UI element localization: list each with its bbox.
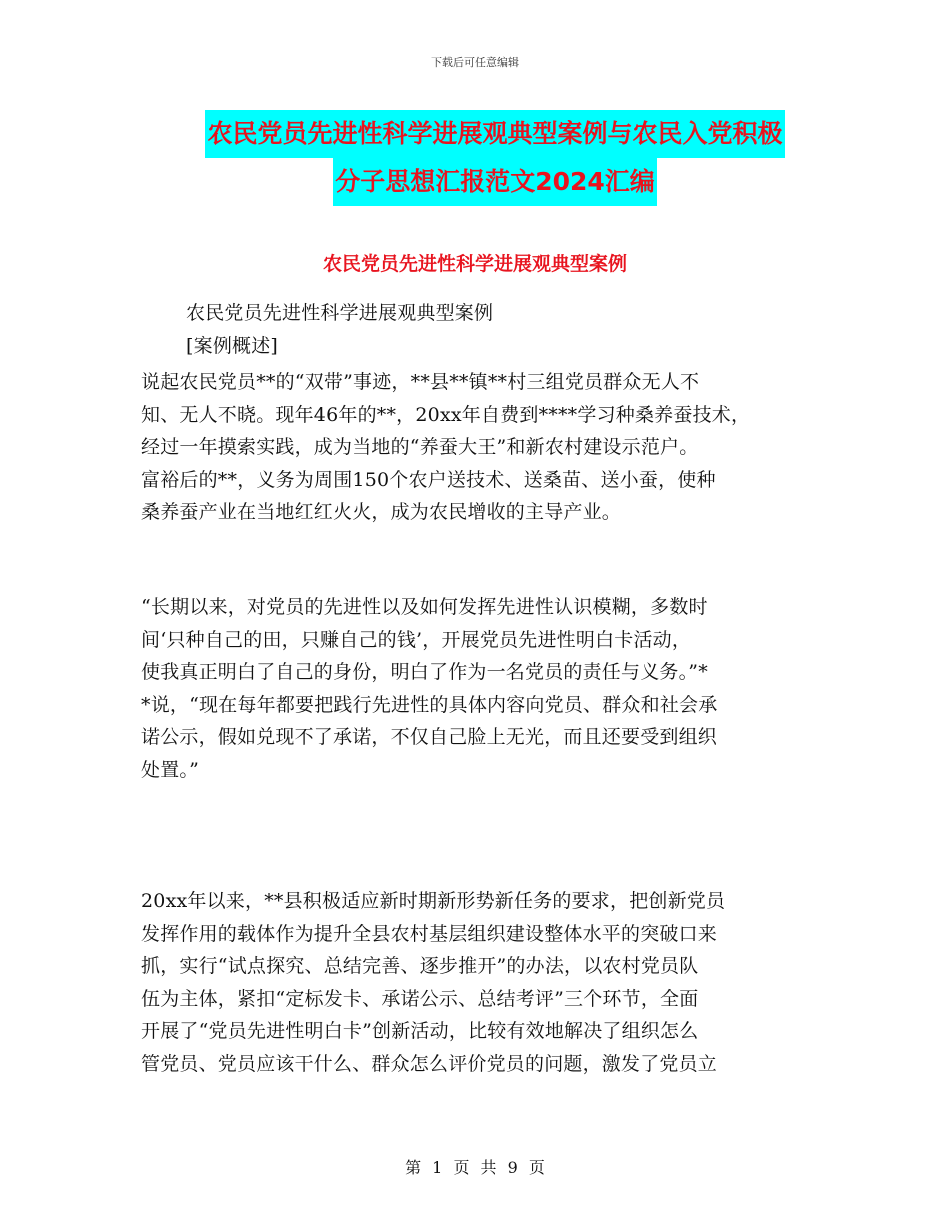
paragraph-line: 管党员、党员应该干什么、群众怎么评价党员的问题，激发了党员立: [141, 1052, 718, 1075]
paragraph-line: 伍为主体，紧扣“定标发卡、承诺公示、总结考评”三个环节，全面: [141, 987, 699, 1010]
section-title: 农民党员先进性科学进展观典型案例: [322, 253, 627, 275]
paragraph-3: [141, 885, 725, 1080]
page-number-footer: 第 1 页 共 9 页: [405, 1158, 545, 1177]
title-line-2: 分子思想汇报范文2024汇编: [333, 158, 657, 206]
paragraph-line: 抓，实行“试点探究、总结完善、逐步推开”的办法，以农村党员队: [141, 955, 699, 977]
paragraph-2: [141, 591, 717, 786]
paragraph-line: 经过一年摸索实践，成为当地的“养蚕大王”和新农村建设示范户。: [141, 436, 699, 458]
paragraph-line: 处置。”: [141, 758, 200, 781]
paragraph-line: 使我真正明白了自己的身份，明白了作为一名党员的责任与义务。”*: [141, 661, 708, 683]
paragraph-line: 知、无人不晓。现年46年的**，20xx年自费到****学习种桑养蚕技术，: [141, 403, 751, 426]
document-title: [150, 110, 840, 206]
paragraph-line: 说起农民党员**的“双带”事迹，**县**镇**村三组党员群众无人不: [141, 371, 700, 393]
paragraph-line: 间‘只种自己的田，只赚自己的钱’，开展党员先进性明白卡活动，: [141, 628, 692, 651]
paragraph-line: 诺公示，假如兑现不了承诺，不仅自己脸上无光，而且还要受到组织: [141, 726, 718, 748]
paragraph-line: 桑养蚕产业在当地红红火火，成为农民增收的主导产业。: [141, 501, 622, 523]
paragraph-line: 发挥作用的载体作为提升全县农村基层组织建设整体水平的突破口来: [141, 922, 718, 945]
paragraph-1: [141, 366, 750, 529]
paragraph-line: 富裕后的**，义务为周围150个农户送技术、送桑苗、送小蚕，使种: [141, 468, 716, 491]
case-overview-label: [案例概述]: [186, 335, 279, 357]
subheading: 农民党员先进性科学进展观典型案例: [186, 302, 494, 324]
paragraph-line: *说，“现在每年都要把践行先进性的具体内容向党员、群众和社会承: [141, 693, 718, 716]
title-line-1: 农民党员先进性科学进展观典型案例与农民入党积极: [205, 110, 784, 158]
paragraph-line: 20xx年以来，**县积极适应新时期新形势新任务的要求，把创新党员: [141, 890, 726, 912]
header-note: 下载后可任意编辑: [431, 56, 519, 69]
paragraph-line: 开展了“党员先进性明白卡”创新活动，比较有效地解决了组织怎么: [141, 1020, 699, 1042]
paragraph-line: “长期以来，对党员的先进性以及如何发挥先进性认识模糊，多数时: [141, 596, 708, 618]
